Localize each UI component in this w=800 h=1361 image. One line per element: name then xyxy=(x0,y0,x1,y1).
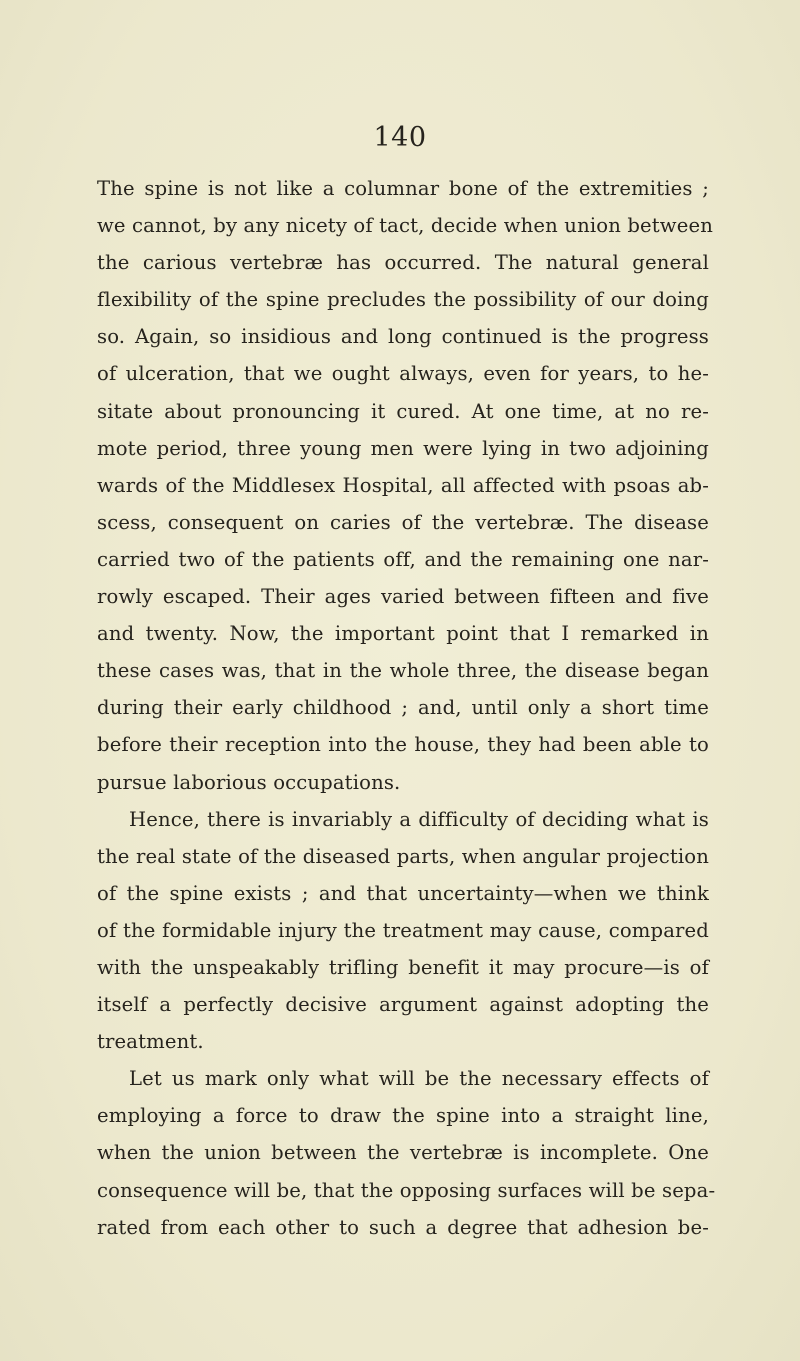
text-line: The spine is not like a columnar bone of the extremities ; xyxy=(97,177,709,200)
text-line: sitate about pronouncing it cured. At one time, at no re- xyxy=(97,399,709,423)
text-line: rated from each other to such a degree that adhesion be- xyxy=(97,1215,709,1239)
page-number: 140 xyxy=(373,122,427,153)
text-line: before their reception into the house, they had been able to xyxy=(97,733,709,757)
text-line: consequence will be, that the opposing surfaces will be sepa- xyxy=(97,1178,716,1202)
text-line: of the formidable injury the treatment may cause, compared xyxy=(97,918,709,942)
text-line: pursue laborious occupations. xyxy=(97,770,401,794)
text-line: during their early childhood ; and, until only a short time xyxy=(97,696,709,720)
text-line: itself a perfectly decisive argument against adopting the xyxy=(97,993,709,1017)
paragraph-1 xyxy=(97,170,713,801)
text-line: and twenty. Now, the important point that I remarked in xyxy=(97,622,709,646)
text-line: of ulceration, that we ought always, even for years, to he- xyxy=(97,362,709,386)
text-line: Hence, there is invariably a difficulty of deciding what is xyxy=(129,807,709,831)
text-line: Let us mark only what will be the necessary effects of xyxy=(129,1067,709,1091)
text-line: the carious vertebræ has occurred. The natural general xyxy=(97,251,709,275)
text-line: flexibility of the spine precludes the possibility of our doing xyxy=(97,288,709,312)
paragraph-2 xyxy=(97,801,709,1061)
text-line: mote period, three young men were lying in two adjoining xyxy=(97,436,709,460)
text-line: the real state of the diseased parts, when angular projection xyxy=(97,844,709,868)
body-text xyxy=(97,170,716,1246)
text-line: carried two of the patients off, and the remaining one nar- xyxy=(97,547,709,571)
text-line: employing a force to draw the spine into a straight line, xyxy=(97,1104,709,1128)
text-line: of the spine exists ; and that uncertainty—when we think xyxy=(97,881,709,905)
text-line: treatment. xyxy=(97,1030,204,1054)
text-line: with the unspeakably trifling benefit it may procure—is of xyxy=(97,955,709,979)
text-line: when the union between the vertebræ is incomplete. One xyxy=(97,1141,709,1165)
text-line: we cannot, by any nicety of tact, decide when union between xyxy=(97,214,713,238)
text-line: these cases was, that in the whole three, the disease began xyxy=(97,659,709,683)
paragraph-3 xyxy=(97,1060,716,1245)
text-line: scess, consequent on caries of the vertebræ. The disease xyxy=(97,510,709,534)
text-line: wards of the Middlesex Hospital, all affected with psoas ab- xyxy=(97,473,709,497)
text-line: so. Again, so insidious and long continued is the progress xyxy=(97,325,709,349)
text-line: rowly escaped. Their ages varied between fifteen and five xyxy=(97,585,709,609)
